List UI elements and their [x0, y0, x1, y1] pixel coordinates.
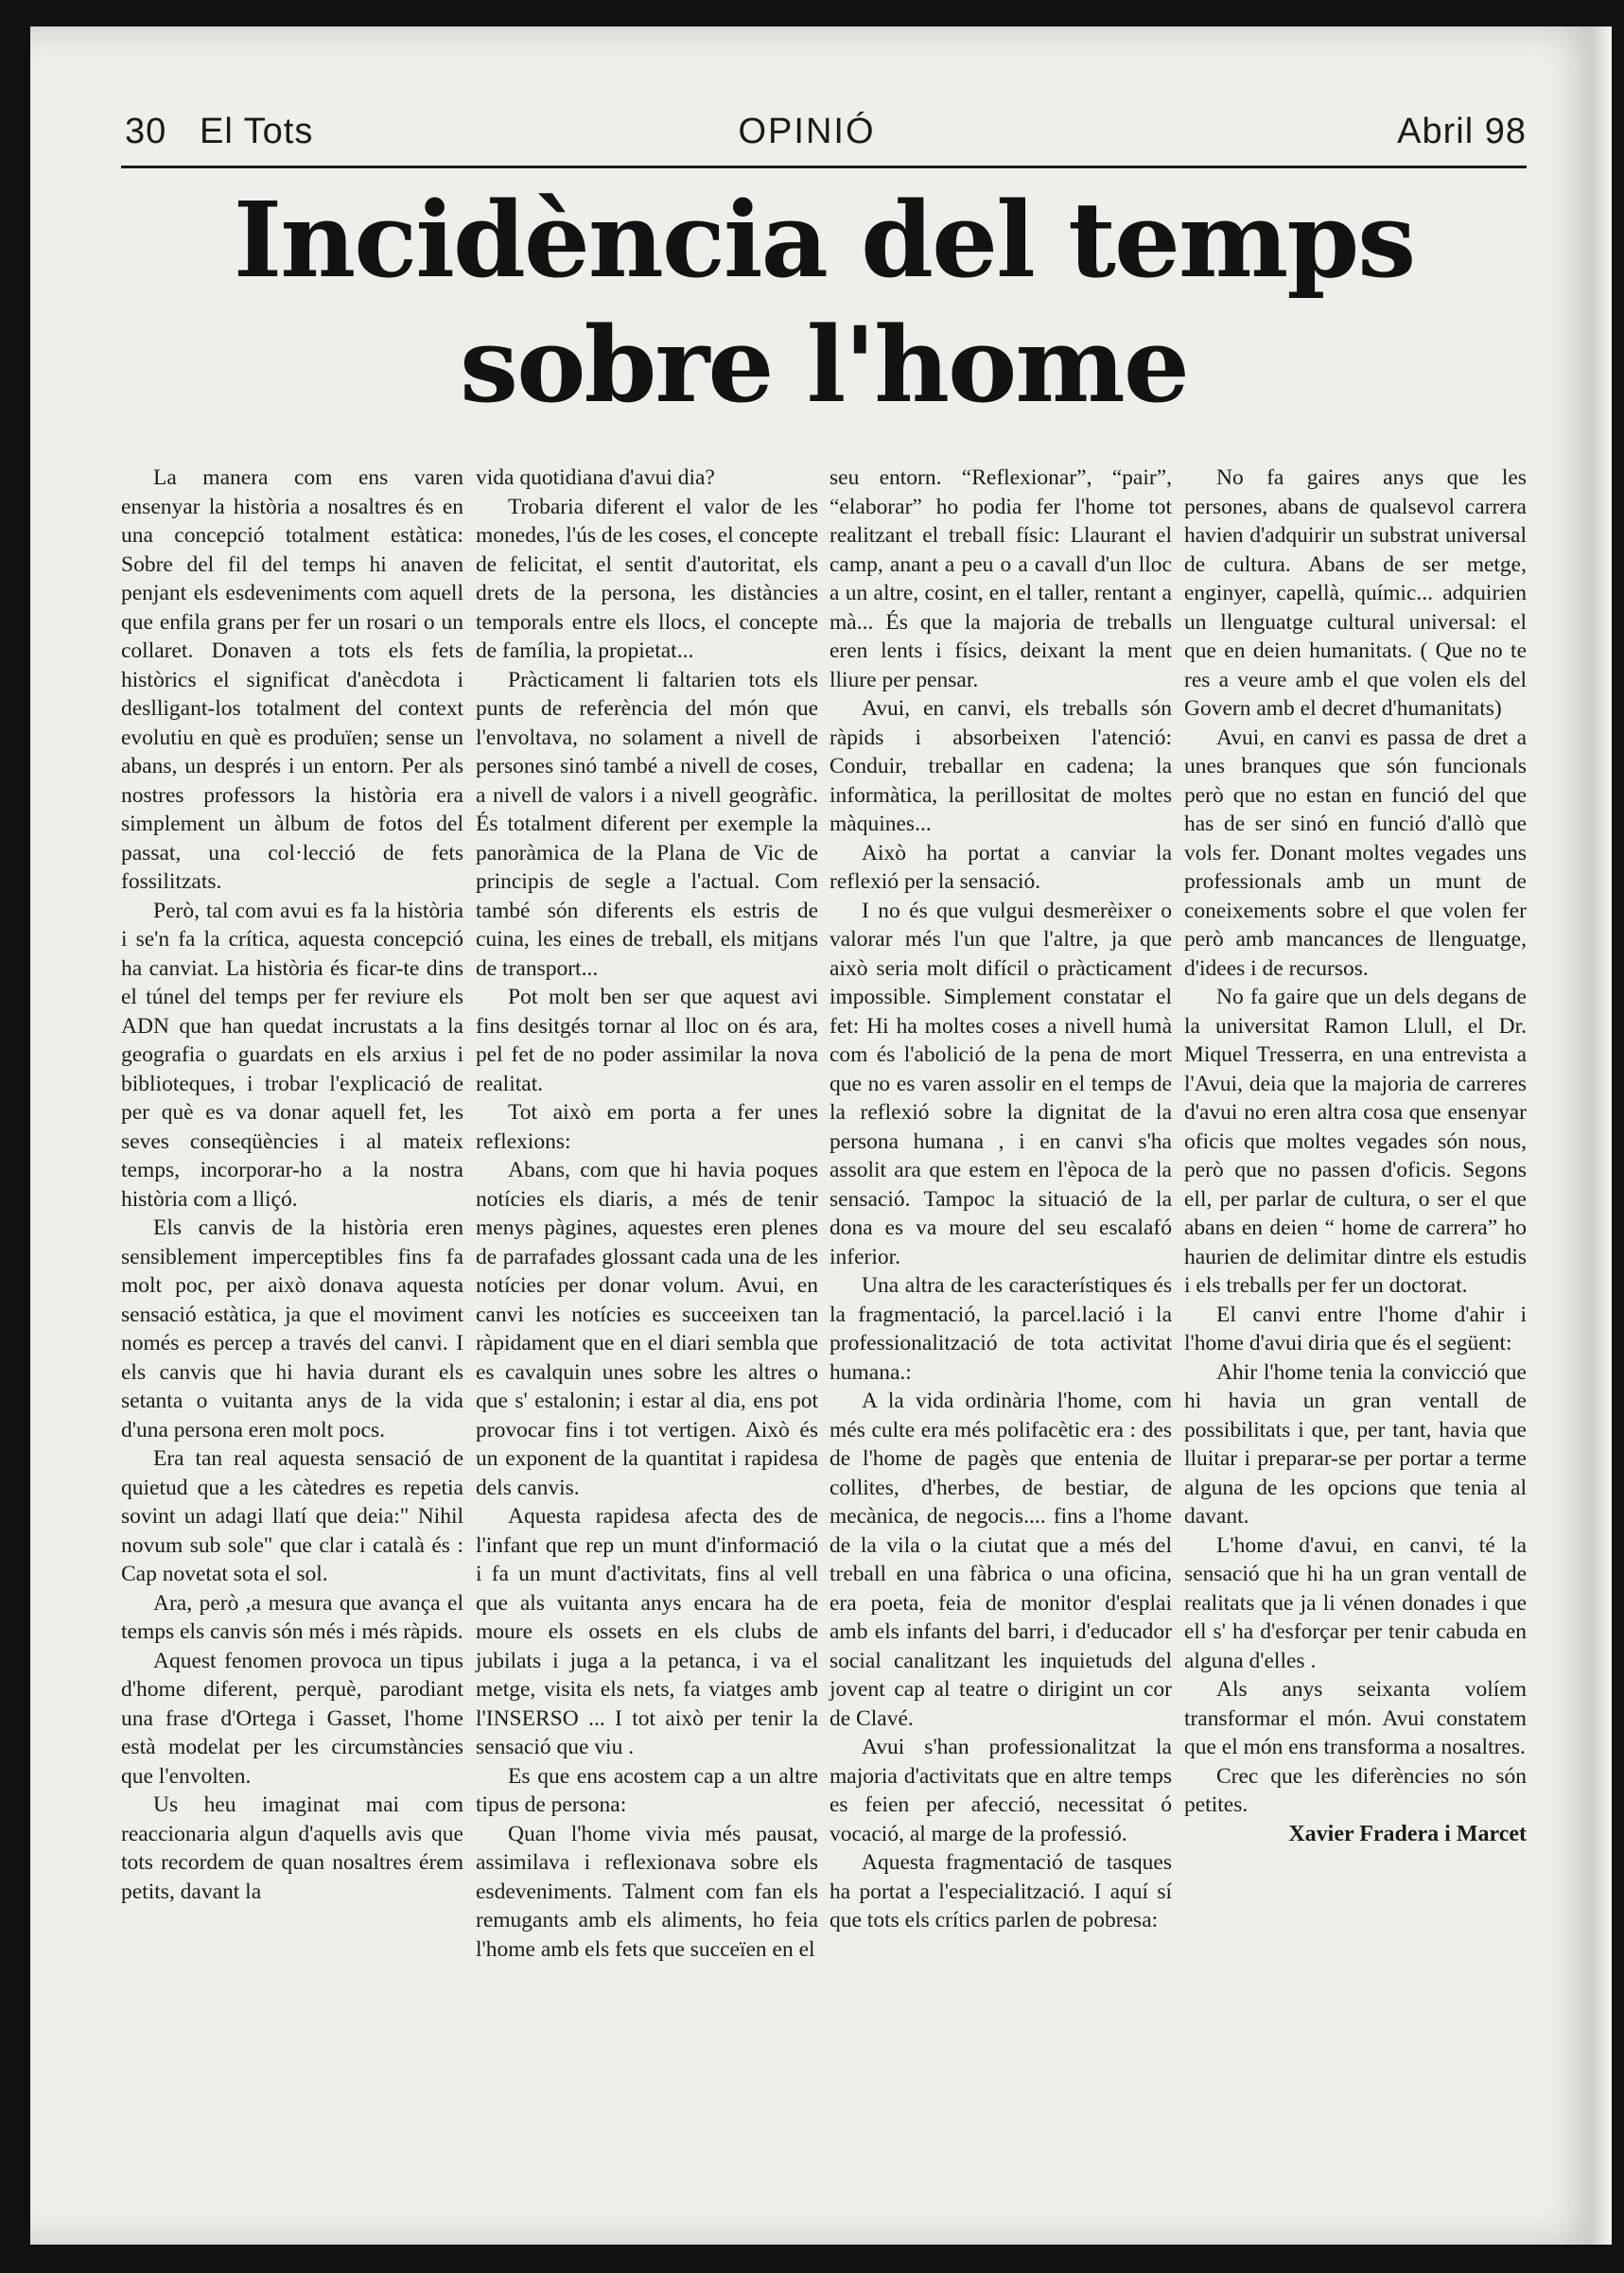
article-title	[121, 178, 1527, 428]
paragraph: Aquesta rapidesa afecta des de l'infant que rep un munt d'informació i fa un munt d'activitats, fins al vell que als vuitanta anys encara ha de moure els ossets en els clubs de jubilats i juga a la petanca, i va el metge, visita els nets, fa viatges amb l'INSERSO ... I tot això per tenir la sensació que viu .	[476, 1504, 818, 1759]
paragraph: La manera com ens varen ensenyar la història a nosaltres és en una concepció totalment estàtica: Sobre del fil del temps hi anaven penjant els esdeveniments com aquell que enfila grans per fer un rosari o un collaret. Donaven a tots els fets històrics el significat d'anècdota i deslligant-los totalment del context evolutiu en què es produïen; sense un abans, un després i un entorn. Per als nostres professors la història era simplement un àlbum de fotos del passat, una col·lecció de fets fossilitzats.	[121, 465, 463, 894]
paragraph: Una altra de les característiques és la fragmentació, la parcel.lació i la professionalització de tota activitat humana.:	[829, 1273, 1172, 1385]
paragraph: Quan l'home vivia més pausat, assimilava i reflexionava sobre els esdeveniments. Talment com fan els remugants amb els aliments, ho feia l'home amb els fets que succeïen en el	[476, 1821, 818, 1962]
paragraph: Els canvis de la història eren sensiblement imperceptibles fins fa molt poc, per això donava aquesta sensació estàtica, ja que el moviment només es percep a través del canvi. I els canvis que hi havia durant els setanta o vuitanta anys de la vida d'una persona eren molt pocs.	[121, 1215, 463, 1442]
author-signature: Xavier Fradera i Marcet	[1288, 1821, 1527, 1846]
page-header	[87, 112, 1527, 155]
paragraph: vida quotidiana d'avui dia?	[476, 465, 715, 490]
paragraph: Avui, en canvi es passa de dret a unes branques que són funcionals però que no estan en funció del que has de ser sinó en funció d'allò que vols fer. Donant moltes vegades uns professionals amb un munt de coneixements sobre el que volen fer però amb mancances de llenguatge, d'idees i de recursos.	[1184, 725, 1527, 981]
column-3	[829, 463, 1172, 1935]
paragraph: L'home d'avui, en canvi, té la sensació que hi ha un gran ventall de realitats que ja li vénen donades i que ell s' ha d'esforçar per tenir cabuda en alguna d'elles .	[1184, 1532, 1527, 1673]
paragraph: Us heu imaginat mai com reaccionaria algun d'aquells avis que tots recordem de quan nosaltres érem petits, davant la	[121, 1792, 463, 1904]
title-line-2: sobre l'home	[460, 304, 1188, 426]
paragraph: Això ha portat a canviar la reflexió per la sensació.	[829, 840, 1172, 894]
paragraph: Tot això em porta a fer unes reflexions:	[476, 1100, 818, 1154]
paragraph: Aquest fenomen provoca un tipus d'home diferent, perquè, parodiant una frase d'Ortega i Gasset, l'home està modelat per les circumstàncies que l'envolten.	[121, 1648, 463, 1789]
paragraph: No fa gaire que un dels degans de la universitat Ramon Llull, el Dr. Miquel Tresserra, en una entrevista a l'Avui, deia que la majoria de carreres d'avui no eren altra cosa que ensenyar oficis que moltes vegades són nous, però que no passen d'oficis. Segons ell, per parlar de cultura, o ser el que abans en deien “ home de carrera” ho haurien de delimitar dintre els estudis i els treballs per fer un doctorat.	[1184, 985, 1527, 1298]
publication-name: El Tots	[199, 112, 314, 151]
paragraph: Trobaria diferent el valor de les monedes, l'ús de les coses, el concepte de felicitat, el sentit d'autoritat, els drets de la persona, les distàncies temporals entre els llocs, el concepte de família, la propietat...	[476, 494, 818, 663]
paragraph: Pràcticament li faltarien tots els punts de referència del món que l'envoltava, no solament a nivell de persones sinó també a nivell de coses, a nivell de valors i a nivell geogràfic. És totalment diferent per exemple la panoràmica de la Plana de Vic de principis de segle a l'actual. Com també són diferents els estris de cuina, les eines de treball, els mitjans de transport...	[476, 667, 818, 981]
title-line-1: Incidència del temps	[233, 179, 1415, 301]
paragraph: El canvi entre l'home d'ahir i l'home d'avui diria que és el següent:	[1184, 1302, 1527, 1355]
page-number: 30	[125, 112, 167, 151]
paragraph: Aquesta fragmentació de tasques ha portat a l'especialització. I aquí sí que tots els crítics parlen de pobresa:	[829, 1850, 1172, 1932]
paragraph: Avui s'han professionalitzat la majoria d'activitats que en altre temps es feien per afecció, necessitat ó vocació, al marge de la professió.	[829, 1735, 1172, 1846]
paragraph: seu entorn. “Reflexionar”, “pair”, “elaborar” ho podia fer l'home tot realitzant el treball físic: Llaurant el camp, anant a peu o a cavall d'un lloc a un altre, cosint, en el taller, rentant a mà... És que la majoria de treballs eren lents i físics, deixant la ment lliure per pensar.	[829, 465, 1172, 692]
paragraph: Pot molt ben ser que aquest avi fins desitgés tornar al lloc on és ara, pel fet de no poder assimilar la nova realitat.	[476, 985, 818, 1096]
paragraph: I no és que vulgui desmerèixer o valorar més l'un que l'altre, ja que això seria molt difícil o pràcticament impossible. Simplement constatar el fet: Hi ha moltes coses a nivell humà com és l'abolició de la pena de mort que no es varen assolir en el temps de la reflexió sobre la dignitat de la persona humana , i en canvi s'ha assolit ara que estem en l'època de la sensació. Tampoc la situació de la dona es va moure del seu escalafó inferior.	[829, 898, 1172, 1269]
paragraph: Era tan real aquesta sensació de quietud que a les càtedres es repetia sovint un adagi llatí que deia:" Nihil novum sub sole" que clar i català és : Cap novetat sota el sol.	[121, 1446, 463, 1586]
paragraph: Avui, en canvi, els treballs són ràpids i absorbeixen l'atenció: Conduir, treballar en cadena; la informàtica, la perillositat de moltes màquines...	[829, 696, 1172, 836]
column-1	[121, 463, 463, 1906]
article-body	[0, 463, 1624, 2147]
paragraph: Però, tal com avui es fa la història i se'n fa la crítica, aquesta concepció ha canviat. La història és ficar-te dins el túnel del temps per fer reviure els ADN que han quedat incrustats a la geografia o guardats en els arxius i biblioteques, i trobar l'explicació de per què es va donar aquell fet, les seves conseqüències i al mateix temps, incorporar-ho a la nostra història com a lliçó.	[121, 898, 463, 1212]
paragraph: No fa gaires anys que les persones, abans de qualsevol carrera havien d'adquirir un substrat universal de cultura. Abans de ser metge, enginyer, capellà, químic... adquirien un llenguatge cultural universal: el que en deien humanitats. ( Que no te res a veure amb el que volen els del Govern amb el decret d'humanitats)	[1184, 465, 1527, 721]
column-2	[476, 463, 818, 1964]
section-name: OPINIÓ	[738, 112, 876, 151]
paragraph: Als anys seixanta volíem transformar el món. Avui constatem que el món ens transforma a nosaltres.	[1184, 1677, 1527, 1759]
paragraph: Ahir l'home tenia la convicció que hi havia un gran ventall de possibilitats i que, per tant, havia que lluitar i preparar-se per portar a terme alguna de les opcions que tenia al davant.	[1184, 1359, 1527, 1529]
paragraph: Es que ens acostem cap a un altre tipus de persona:	[476, 1763, 818, 1817]
issue-date: Abril 98	[1397, 112, 1527, 151]
column-4	[1184, 463, 1527, 1848]
header-rule	[121, 166, 1527, 168]
paragraph: Crec que les diferències no són petites.	[1184, 1763, 1527, 1817]
paragraph: A la vida ordinària l'home, com més culte era més polifacètic era : des de l'home de pagès que entenia de collites, d'herbes, de bestiar, de mecànica, de negocis.... fins a l'home de la vila o la ciutat que a més del treball en una fàbrica o una oficina, era poeta, feia de monitor d'esplai amb els infants del barri, i d'educador social canalitzant les inquietuds del jovent cap al teatre o dirigint un cor de Clavé.	[829, 1389, 1172, 1731]
paragraph: Abans, com que hi havia poques notícies els diaris, a més de tenir menys pàgines, aquestes eren plenes de parrafades glossant cada una de les notícies per donar volum. Avui, en canvi les notícies es succeeixen tan ràpidament que en el diari sembla que es cavalquin unes sobre les altres o que s' estalonin; i estar al dia, ens pot provocar fins i tot vertigen. Això és un exponent de la quantitat i rapidesa dels canvis.	[476, 1158, 818, 1500]
paragraph: Ara, però ,a mesura que avança el temps els canvis són més i més ràpids.	[121, 1590, 463, 1644]
